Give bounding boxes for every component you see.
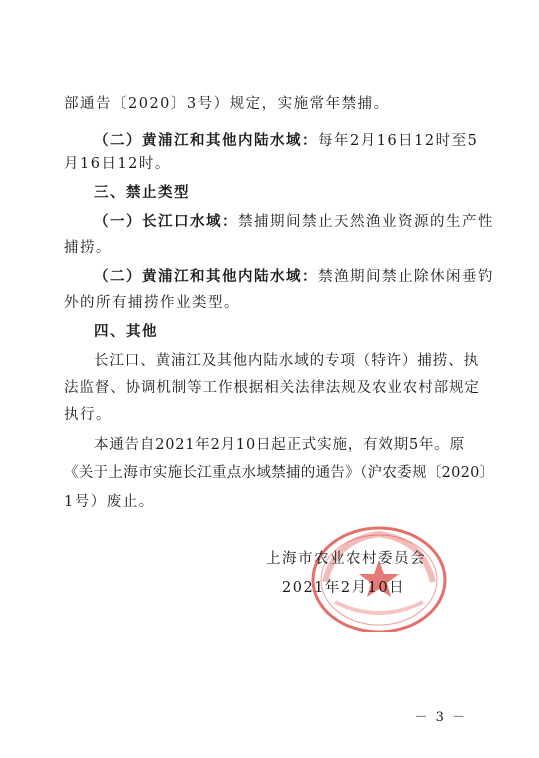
paragraph-line — [94, 265, 494, 286]
paragraph-line: 部通告〔2020〕3号）规定，实施常年禁捕。 — [64, 96, 390, 112]
paragraph-line: 外的所有捕捞作业类型。 — [64, 295, 240, 311]
subsection-heading: （二）黄浦江和其他内陆水域： — [94, 132, 318, 149]
signature-date: 2021年2月10日 — [282, 580, 406, 596]
paragraph-text: 禁捕期间禁止天然渔业资源的生产性 — [238, 214, 494, 230]
paragraph-line: 本通告自2021年2月10日起正式实施，有效期5年。原 — [94, 437, 465, 453]
section-heading: 三、禁止类型 — [94, 185, 190, 201]
subsection-heading: （一）长江口水域： — [94, 213, 238, 230]
paragraph-line: 捕捞。 — [64, 240, 112, 256]
signature-organization: 上海市农业农村委员会 — [266, 551, 426, 567]
paragraph-line: 法监督、协调机制等工作根据相关法律法规及农业农村部规定 — [64, 380, 480, 396]
page-number: － 3 － — [414, 710, 467, 725]
paragraph-line — [94, 210, 494, 231]
paragraph-text: 禁渔期间禁止除休闲垂钓 — [318, 269, 494, 285]
paragraph-line: 执行。 — [64, 407, 112, 423]
paragraph-line: 《关于上海市实施长江重点水域禁捕的通告》（沪农委规〔2020〕 — [64, 465, 495, 481]
paragraph-text: 每年2月16日12时至5 — [318, 133, 479, 149]
paragraph-line: 长江口、黄浦江及其他内陆水域的专项（特许）捕捞、执 — [94, 353, 479, 369]
paragraph-line — [94, 129, 478, 150]
section-heading: 四、其他 — [94, 324, 158, 340]
paragraph-line: 1号）废止。 — [64, 494, 155, 510]
paragraph-line: 月16日12时。 — [64, 156, 171, 172]
subsection-heading: （二）黄浦江和其他内陆水域： — [94, 268, 318, 285]
